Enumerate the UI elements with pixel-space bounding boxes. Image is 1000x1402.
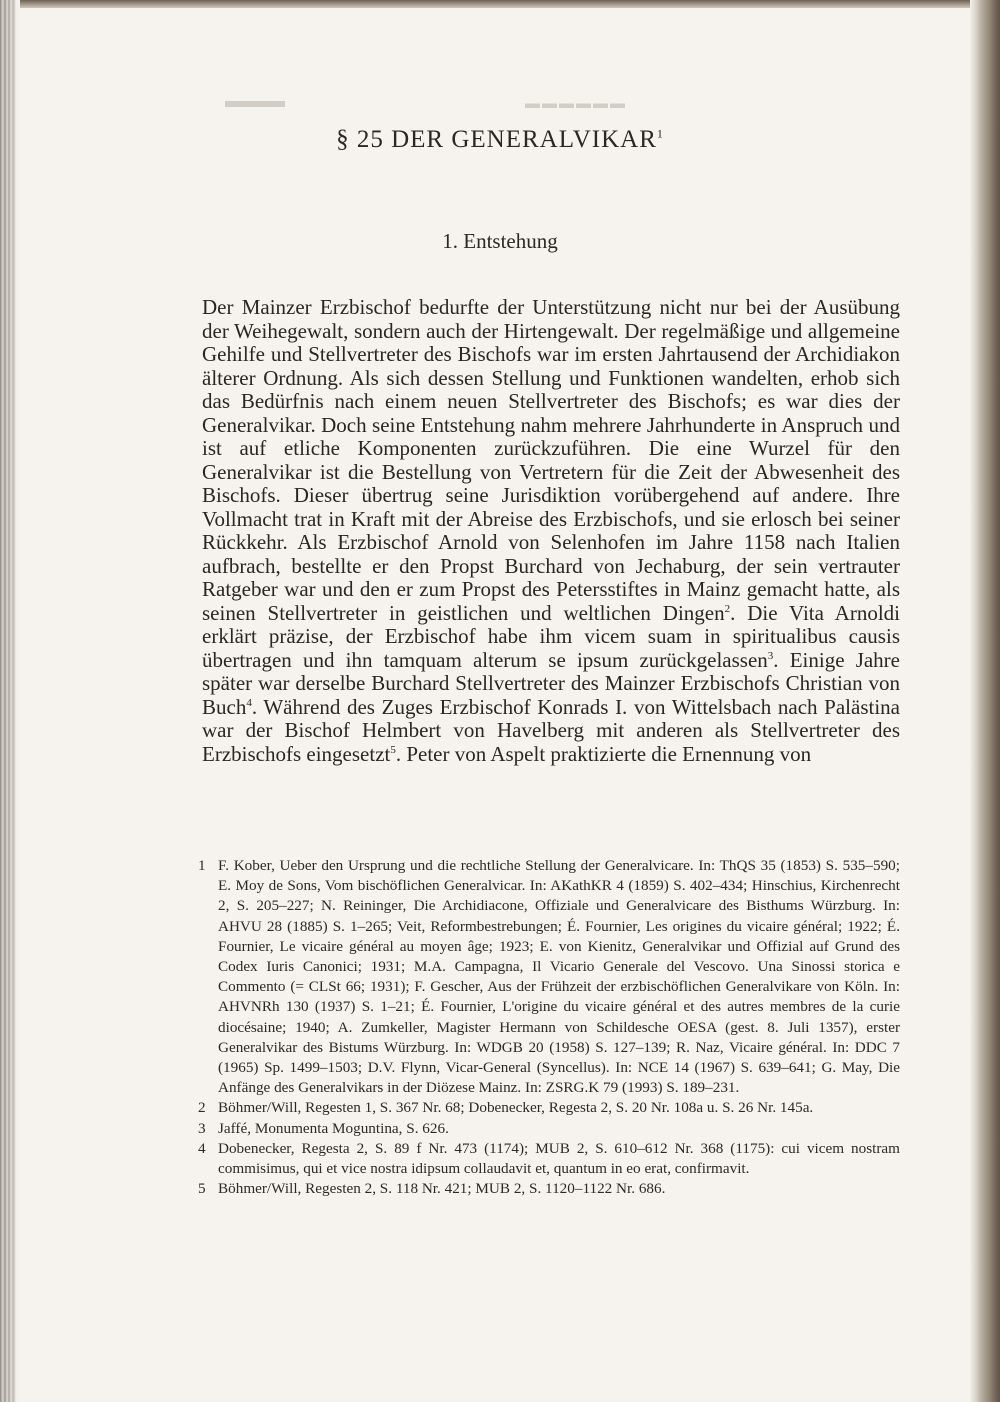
footnote bbox=[198, 1098, 900, 1118]
footnote-text: Böhmer/Will, Regesten 1, S. 367 Nr. 68; Dobenecker, Regesta 2, S. 20 Nr. 108a u. S. 26 Nr. 145a. bbox=[218, 1099, 814, 1117]
section-heading-text: § 25 DER GENERALVIKAR bbox=[336, 126, 657, 153]
footnote bbox=[198, 1139, 900, 1179]
heading-footnote-ref: 1 bbox=[656, 126, 664, 141]
book-top-edge bbox=[0, 0, 1000, 8]
footnote bbox=[198, 856, 900, 1098]
body-segment: . Die Vita Arnoldi erklärt präzise, der Erzbischof habe ihm vicem suam in spiritualibus causis übertragen und ihn tamquam alterum se ipsum zurückgelassen bbox=[202, 600, 900, 672]
footnote-ref: 2 bbox=[724, 602, 731, 615]
footnotes bbox=[198, 856, 900, 1199]
show-through-page-number: ▬▬▬ bbox=[225, 90, 285, 112]
footnote bbox=[198, 1119, 900, 1139]
show-through-running-head: ▬▬▬▬▬▬ bbox=[525, 96, 627, 112]
footnote-ref: 4 bbox=[246, 696, 252, 709]
footnote-text: Böhmer/Will, Regesten 2, S. 118 Nr. 421; MUB 2, S. 1120–1122 Nr. 686. bbox=[218, 1180, 666, 1198]
footnote bbox=[198, 1179, 900, 1199]
section-heading bbox=[200, 126, 800, 154]
body-text bbox=[202, 296, 900, 766]
body-segment: . Peter von Aspelt praktizierte die Ernennung von bbox=[395, 741, 812, 766]
footnote-number: 1 bbox=[198, 857, 206, 874]
footnote-number: 3 bbox=[198, 1119, 206, 1137]
footnote-number: 2 bbox=[198, 1099, 206, 1117]
footnote-text: Dobenecker, Regesta 2, S. 89 f Nr. 473 (1174); MUB 2, S. 610–612 Nr. 368 (1175): cui vicem nostram commisimus, qui et vice nostra idipsum collaudavit et, quantum in eo erat, confirmavit. bbox=[218, 1139, 900, 1178]
book-binding-edge bbox=[0, 0, 20, 1402]
footnote-number: 4 bbox=[198, 1139, 206, 1157]
body-segment: . Während des Zuges Erzbischof Konrads I. von Wittelsbach nach Palästina war der Bischof Helmbert von Havelberg mit anderen als Stellvertreter des Erzbischofs eingesetzt bbox=[202, 694, 900, 766]
book-fore-edge bbox=[970, 0, 1000, 1402]
subsection-heading: 1. Entstehung bbox=[442, 229, 558, 253]
footnote-text: F. Kober, Ueber den Ursprung und die rechtliche Stellung der Generalvicare. In: ThQS 35 (1853) S. 535–590; E. Moy de Sons, Vom bischöflichen Generalvicar. In: AKathKR 4 (1859) S. 402–434; Hinschius, Kirchenrecht 2, S. 205–227; N. Reininger, Die Archidiacone, Offiziale und Generalvicare des Bisthums Würzburg. In: AHVU 28 (1885) S. 1–265; Veit, Reformbestrebungen; É. Fournier, Les origines du vicaire général; 1922; É. Fournier, Le vicaire général au moyen âge; 1923; E. von Kienitz, Generalvikar und Offizial auf Grund des Codex Iuris Canonici; 1931; M.A. Campagna, Il Vicario Generale del Vescovo. Una Sinossi storica e Commento (= CLSt 66; 1931); F. Gescher, Aus der Frühzeit der erzbischöflichen Generalvikare von Köln. In: AHVNRh 130 (1937) S. 1–21; É. Fournier, L'origine du vicaire général et des autres membres de la curie diocésaine; 1940; A. Zumkeller, Magister Hermann von Schildesche OESA (gest. 8. Juli 1357), erster Generalvikar des Bistums Würzburg. In: WDGB 20 (1958) S. 127–139; R. Naz, Vicaire général. In: DDC 7 (1965) Sp. 1499–1503; D.V. Flynn, Vicar-General (Syncellus). In: NCE 14 (1967) S. 639–641; G. May, Die Anfänge des Generalvikars in der Diözese Mainz. In: ZSRG.K 79 (1993) S. 189–231. bbox=[218, 857, 900, 1097]
footnote-text: Jaffé, Monumenta Moguntina, S. 626. bbox=[218, 1119, 449, 1137]
footnote-number: 5 bbox=[198, 1180, 206, 1198]
body-segment: . Einige Jahre später war derselbe Burchard Stellvertreter des Mainzer Erzbischofs Christian von Buch bbox=[202, 647, 900, 719]
footnote-ref: 5 bbox=[390, 743, 396, 756]
body-segment: Der Mainzer Erzbischof bedurfte der Unterstützung nicht nur bei der Ausübung der Weihegewalt, sondern auch der Hirtengewalt. Der regelmäßige und allgemeine Gehilfe und Stellvertreter des Bischofs war im ersten Jahrtausend der Archidiakon älterer Ordnung. Als sich dessen Stellung und Funktionen wandelten, erhob sich das Bedürfnis nach einem neuen Stellvertreter des Bischofs; es war dies der Generalvikar. Doch seine Entstehung nahm mehrere Jahrhunderte in Anspruch und ist auf etliche Komponenten zurückzuführen. Die eine Wurzel für den Generalvikar ist die Bestellung von Vertretern für die Zeit der Abwesenheit des Bischofs. Dieser übertrug seine Jurisdiktion vorübergehend auf andere. Ihre Vollmacht trat in Kraft mit der Abreise des Erzbischofs, und sie erlosch bei seiner Rückkehr. Als Erzbischof Arnold von Selenhofen im Jahre 1158 nach Italien aufbrach, bestellte er den Propst Burchard von Jechaburg, der sein vertrauter Ratgeber war und den er zum Propst des Petersstiftes in Mainz gemacht hatte, als seinen Stellvertreter in geistlichen und weltlichen Dingen bbox=[202, 295, 900, 625]
footnote-ref: 3 bbox=[767, 649, 774, 662]
